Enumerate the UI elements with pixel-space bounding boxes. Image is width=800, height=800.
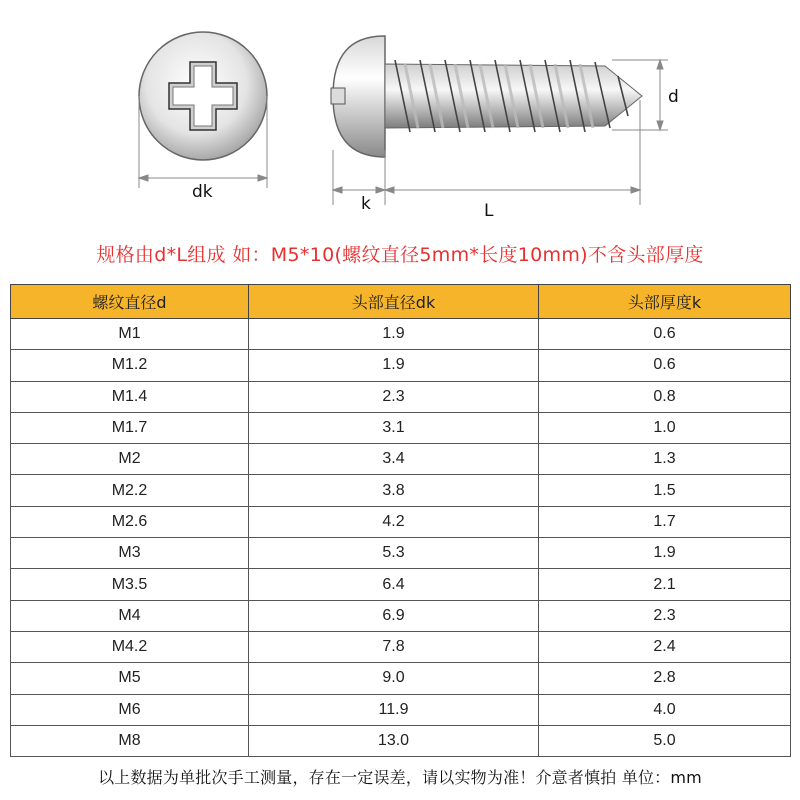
table-row [11,600,791,631]
table-row [11,725,791,756]
cell-head-diameter: 6.9 [249,600,539,631]
cell-head-diameter: 7.8 [249,631,539,662]
footer-note: 以上数据为单批次手工测量，存在一定误差，请以实物为准！介意者慎拍 单位：mm [98,768,702,787]
cell-head-diameter: 13.0 [249,725,539,756]
table-row [11,350,791,381]
header-head-thickness: 头部厚度k [539,285,791,319]
dk-label: dk [192,182,213,202]
spec-table [10,284,791,757]
cell-head-diameter: 11.9 [249,694,539,725]
header-head-diameter: 头部直径dk [249,285,539,319]
cell-head-thickness: 2.8 [539,663,791,694]
cell-head-thickness: 0.6 [539,350,791,381]
cell-head-thickness: 2.4 [539,631,791,662]
cell-head-diameter: 3.8 [249,475,539,506]
table-row [11,381,791,412]
cell-thread-diameter: M3.5 [11,569,249,600]
cell-head-thickness: 1.0 [539,412,791,443]
cell-thread-diameter: M5 [11,663,249,694]
cell-thread-diameter: M1.2 [11,350,249,381]
table-row [11,569,791,600]
cell-head-diameter: 3.1 [249,412,539,443]
table-row [11,475,791,506]
cell-thread-diameter: M8 [11,725,249,756]
table-row [11,412,791,443]
cell-head-thickness: 2.1 [539,569,791,600]
cell-head-thickness: 0.8 [539,381,791,412]
cell-head-diameter: 9.0 [249,663,539,694]
table-body [11,319,791,757]
table-row [11,538,791,569]
cell-head-diameter: 3.4 [249,444,539,475]
table-row [11,444,791,475]
cell-head-thickness: 4.0 [539,694,791,725]
cell-thread-diameter: M2 [11,444,249,475]
cell-head-thickness: 1.9 [539,538,791,569]
cell-thread-diameter: M6 [11,694,249,725]
table-row [11,694,791,725]
cell-thread-diameter: M4 [11,600,249,631]
cell-head-diameter: 1.9 [249,319,539,350]
cell-head-thickness: 1.3 [539,444,791,475]
cell-head-diameter: 1.9 [249,350,539,381]
cell-thread-diameter: M1.4 [11,381,249,412]
cell-thread-diameter: M3 [11,538,249,569]
k-dimension [333,150,385,205]
cell-head-thickness: 1.7 [539,506,791,537]
cell-head-diameter: 4.2 [249,506,539,537]
cell-thread-diameter: M1 [11,319,249,350]
cell-head-thickness: 2.3 [539,600,791,631]
screw-side-view [331,36,642,157]
cell-head-thickness: 0.6 [539,319,791,350]
table-row [11,663,791,694]
screw-top-view [139,32,267,160]
cell-head-thickness: 5.0 [539,725,791,756]
screw-diagram [0,0,800,232]
table-row [11,631,791,662]
table-row [11,319,791,350]
cell-thread-diameter: M4.2 [11,631,249,662]
cell-thread-diameter: M2.2 [11,475,249,506]
cell-head-thickness: 1.5 [539,475,791,506]
k-label: k [361,194,371,214]
cell-thread-diameter: M2.6 [11,506,249,537]
header-thread-diameter: 螺纹直径d [11,285,249,319]
L-label: L [484,201,494,221]
table-row [11,506,791,537]
spec-note: 规格由d*L组成 如：M5*10(螺纹直径5mm*长度10mm)不含头部厚度 [96,244,704,266]
cell-head-diameter: 6.4 [249,569,539,600]
cell-head-diameter: 5.3 [249,538,539,569]
d-label: d [668,87,679,107]
cell-head-diameter: 2.3 [249,381,539,412]
table-header-row [11,285,791,319]
cell-thread-diameter: M1.7 [11,412,249,443]
